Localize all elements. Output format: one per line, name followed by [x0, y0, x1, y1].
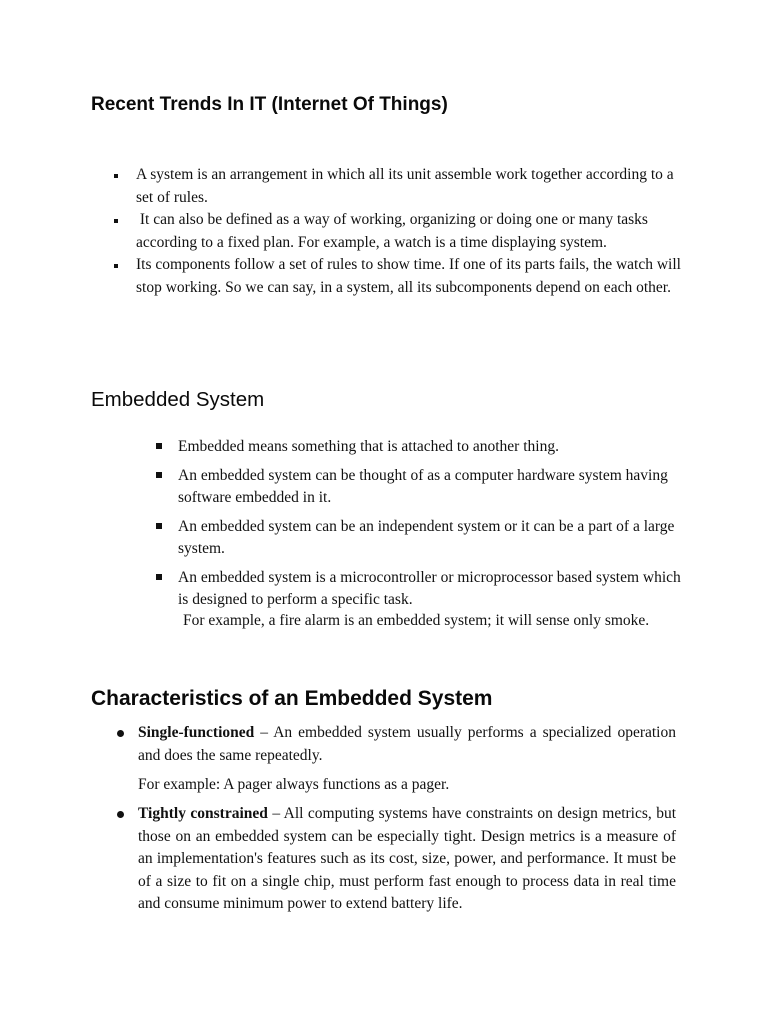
- list-item: [114, 209, 684, 254]
- bullet-text: Its components follow a set of rules to show time. If one of its parts fails, the watch will stop working. So we can say, in a system, all its subcomponents depend on each other.: [136, 256, 681, 296]
- bullet-text: Embedded means something that is attached to another thing.: [178, 438, 559, 455]
- list-item: [155, 465, 685, 510]
- section2-bullet-list: [155, 436, 685, 612]
- list-item: [155, 436, 685, 459]
- section-title-characteristics: Characteristics of an Embedded System: [91, 687, 493, 710]
- term-description: – All computing systems have constraints on design metrics, but those on an embedded system can be especially tight. Design metrics is a measure of an implementation's features such as its cost, size, power, and performance. It must be of a size to fit on a single chip, must perform fast enough to process data in real time and consume minimum power to extend battery life.: [138, 805, 676, 912]
- section1-bullet-list: [114, 164, 684, 299]
- round-bullet-icon: [117, 811, 124, 818]
- example-paragraph: For example: A pager always functions as a pager.: [138, 776, 450, 793]
- bullet-text: It can also be defined as a way of working, organizing or doing one or many tasks according to a fixed plan. For example, a watch is a time displaying system.: [136, 211, 652, 251]
- example-paragraph: For example, a fire alarm is an embedded system; it will sense only smoke.: [183, 612, 650, 629]
- list-item: [114, 254, 684, 299]
- bullet-text: An embedded system can be an independent system or it can be a part of a large system.: [178, 517, 675, 557]
- section3-bullet-list-2: [114, 803, 676, 916]
- bullet-text: An embedded system can be thought of as a computer hardware system having software embedded in it.: [178, 466, 668, 506]
- square-bullet-icon: [156, 443, 162, 449]
- square-bullet-icon: [114, 219, 118, 223]
- square-bullet-icon: [114, 264, 118, 268]
- section-title-recent-trends: Recent Trends In IT (Internet Of Things): [91, 94, 448, 115]
- round-bullet-icon: [117, 730, 124, 737]
- bullet-text: An embedded system is a microcontroller or microprocessor based system which is designed to perform a specific task.: [178, 568, 681, 608]
- list-item: [114, 803, 676, 916]
- section-title-embedded-system: Embedded System: [91, 388, 265, 411]
- section3-bullet-list: [114, 722, 676, 767]
- square-bullet-icon: [156, 523, 162, 529]
- term-tightly-constrained: Tightly constrained: [138, 805, 268, 822]
- list-item: [114, 164, 684, 209]
- list-item: [114, 722, 676, 767]
- square-bullet-icon: [156, 472, 162, 478]
- term-single-functioned: Single-functioned: [138, 724, 255, 741]
- bullet-text: A system is an arrangement in which all its unit assemble work together according to a set of rules.: [136, 166, 674, 206]
- item-text: [138, 724, 676, 764]
- square-bullet-icon: [156, 574, 162, 580]
- square-bullet-icon: [114, 174, 118, 178]
- list-item: [155, 516, 685, 561]
- term-description: – An embedded system usually performs a specialized operation and does the same repeatedly.: [138, 724, 676, 764]
- list-item: [155, 567, 685, 612]
- item-text: [138, 805, 676, 912]
